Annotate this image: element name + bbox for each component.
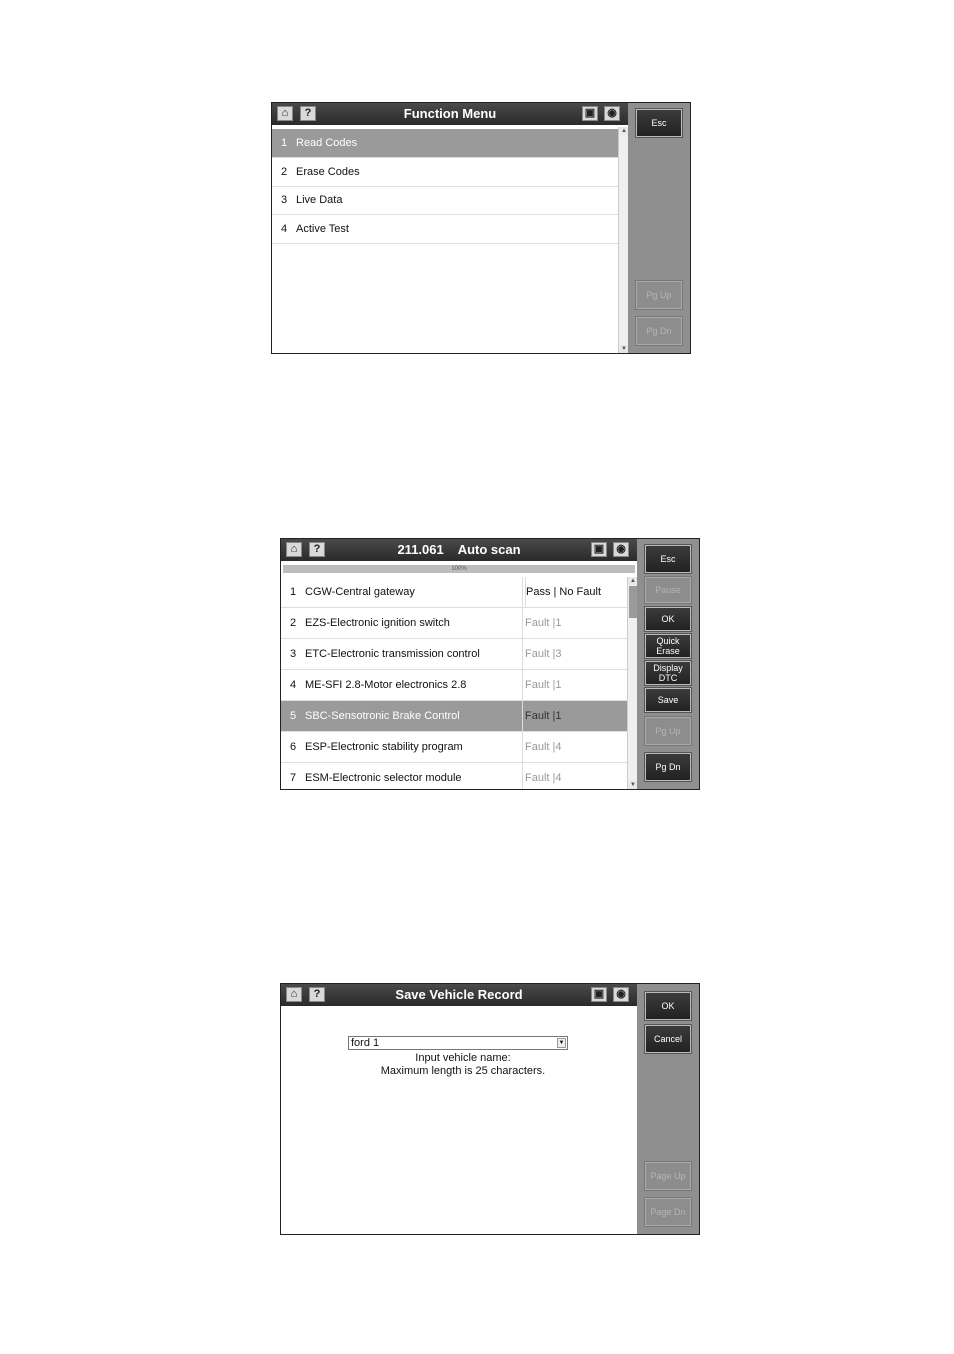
title-bar bbox=[281, 984, 637, 1006]
scroll-down-icon[interactable]: ▼ bbox=[619, 345, 629, 353]
ok-button[interactable]: OK bbox=[645, 992, 691, 1020]
pause-button[interactable]: Pause bbox=[645, 577, 691, 603]
table-row[interactable]: 7 ESM-Electronic selector module Fault |4 bbox=[290, 772, 562, 784]
title-bar bbox=[272, 103, 628, 125]
camera-icon[interactable]: ▣ bbox=[591, 987, 607, 1002]
table-row[interactable]: 6 ESP-Electronic stability program Fault |4 bbox=[281, 732, 627, 763]
page-title: 211.061 Auto scan bbox=[397, 542, 521, 557]
cancel-button[interactable]: Cancel bbox=[645, 1025, 691, 1053]
side-panel bbox=[637, 984, 699, 1234]
record-icon[interactable]: ◉ bbox=[604, 106, 620, 121]
help-icon[interactable]: ? bbox=[309, 542, 325, 557]
vehicle-name-input[interactable]: ford 1 bbox=[351, 1037, 380, 1049]
input-prompt: Input vehicle name: bbox=[415, 1052, 511, 1064]
function-menu-screen bbox=[271, 102, 691, 354]
quick-erase-button[interactable]: Quick Erase bbox=[645, 634, 691, 658]
scroll-thumb[interactable] bbox=[629, 586, 637, 618]
ok-button[interactable]: OK bbox=[645, 607, 691, 631]
side-panel bbox=[637, 539, 699, 789]
page-up-button[interactable]: Page Up bbox=[645, 1162, 691, 1190]
list-item[interactable]: 1 Read Codes bbox=[272, 129, 618, 158]
table-row[interactable]: 5 SBC-Sensotronic Brake Control Fault |1 bbox=[281, 701, 627, 732]
table-row[interactable]: 4 ME-SFI 2.8-Motor electronics 2.8 Fault |1 bbox=[281, 670, 627, 701]
home-icon[interactable]: ⌂ bbox=[286, 987, 302, 1002]
list-item[interactable]: 3 Live Data bbox=[272, 186, 618, 215]
dropdown-arrow-icon[interactable]: ▼ bbox=[558, 1040, 565, 1046]
display-dtc-button[interactable]: Display DTC bbox=[645, 661, 691, 685]
record-icon[interactable]: ◉ bbox=[613, 987, 629, 1002]
page-up-button[interactable]: Pg Up bbox=[645, 717, 691, 745]
page-title: Function Menu bbox=[403, 106, 497, 121]
record-icon[interactable]: ◉ bbox=[613, 542, 629, 557]
table-row[interactable]: 3 ETC-Electronic transmission control Fault |3 bbox=[281, 639, 627, 670]
page-up-button[interactable]: Pg Up bbox=[636, 281, 682, 309]
save-button[interactable]: Save bbox=[645, 688, 691, 712]
scroll-up-icon[interactable]: ▲ bbox=[628, 577, 638, 585]
list-item[interactable]: 2 Erase Codes bbox=[272, 158, 618, 187]
page-down-button[interactable]: Pg Dn bbox=[636, 317, 682, 345]
page-down-button[interactable]: Pg Dn bbox=[645, 753, 691, 781]
auto-scan-screen bbox=[280, 538, 700, 790]
table-row[interactable]: 1 CGW-Central gateway Pass | No Fault bbox=[281, 577, 627, 608]
table-row[interactable]: 2 EZS-Electronic ignition switch Fault |1 bbox=[281, 608, 627, 639]
help-icon[interactable]: ? bbox=[309, 987, 325, 1002]
home-icon[interactable]: ⌂ bbox=[277, 106, 293, 121]
esc-button[interactable]: Esc bbox=[645, 545, 691, 573]
title-bar bbox=[281, 539, 637, 561]
side-panel bbox=[628, 103, 690, 353]
save-vehicle-record-screen bbox=[280, 983, 700, 1235]
camera-icon[interactable]: ▣ bbox=[591, 542, 607, 557]
progress-label: 100% bbox=[451, 566, 467, 572]
home-icon[interactable]: ⌂ bbox=[286, 542, 302, 557]
length-hint: Maximum length is 25 characters. bbox=[380, 1065, 546, 1077]
column-divider bbox=[522, 577, 523, 789]
page-down-button[interactable]: Page Dn bbox=[645, 1198, 691, 1226]
page-title: Save Vehicle Record bbox=[395, 987, 523, 1002]
camera-icon[interactable]: ▣ bbox=[582, 106, 598, 121]
scroll-up-icon[interactable]: ▲ bbox=[619, 127, 629, 135]
vehicle-name-combobox[interactable] bbox=[348, 1036, 568, 1050]
esc-button[interactable]: Esc bbox=[636, 109, 682, 137]
progress-bar bbox=[283, 565, 635, 573]
help-icon[interactable]: ? bbox=[300, 106, 316, 121]
scroll-down-icon[interactable]: ▼ bbox=[628, 781, 638, 789]
list-item[interactable]: 4 Active Test bbox=[272, 215, 618, 244]
